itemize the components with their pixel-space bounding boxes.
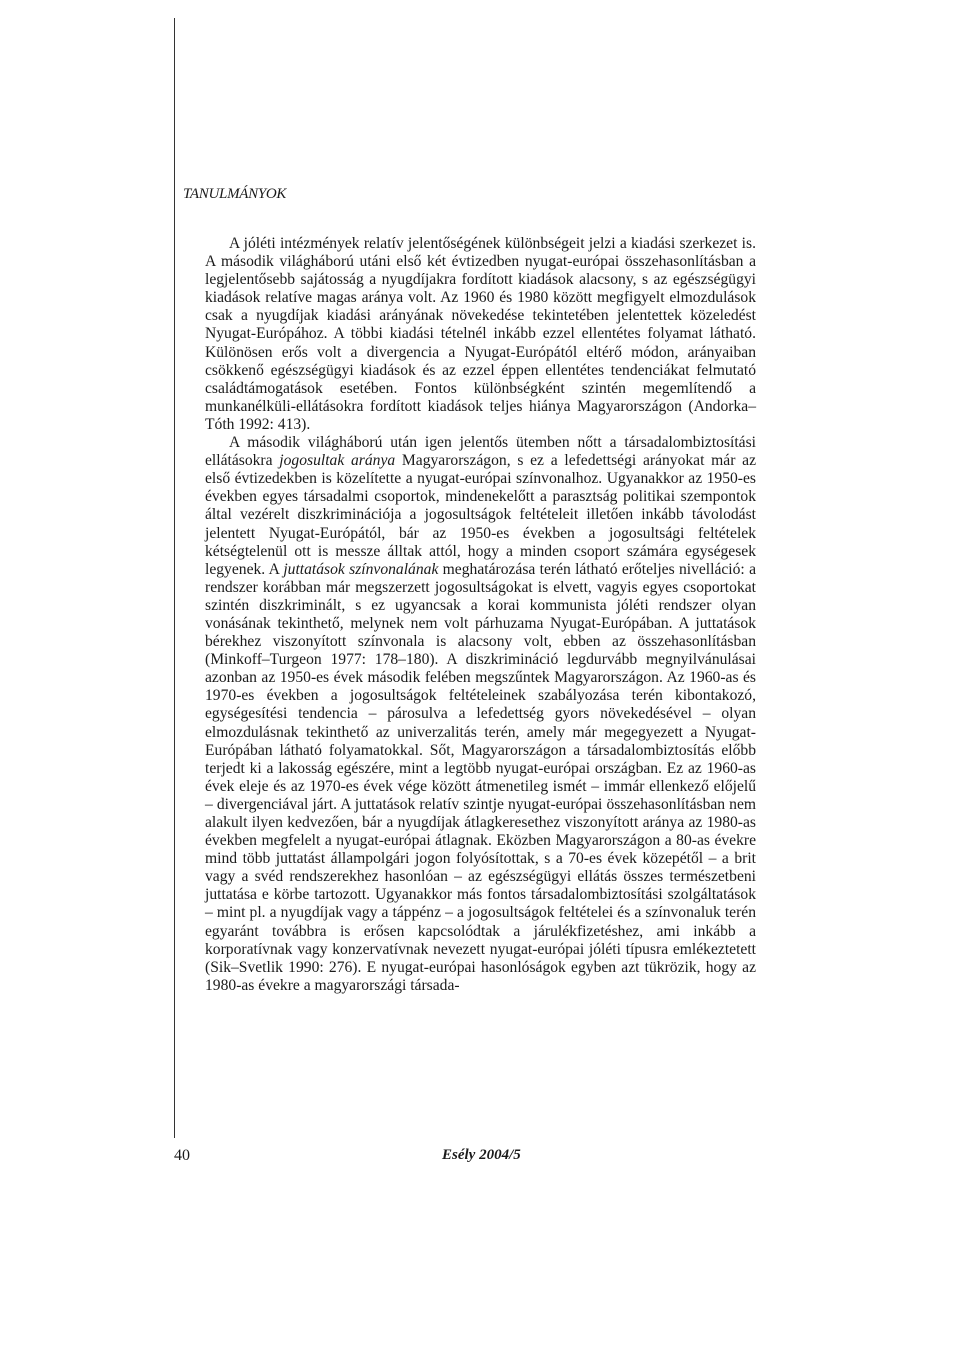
margin-rule [174,18,175,1138]
section-label: TANULMÁNYOK [183,186,287,202]
paragraph [205,434,756,995]
text-run: A jóléti intézmények relatív jelentőségének különbségeit jelzi a kiadási szerkezet is. A második világháború utáni első két évtizedben nyugat-európai összehasonlításban a legjelentősebb sajátosság a nyugdíjakra fordított kiadások alacsony, s az egészségügyi kiadások relatíve magas aránya volt. Az 1960 és 1980 között megfigyelt elmozdulások csak a nyugdíjak kiadási arányának növekedése tekintetében jelentettek közeledést Nyugat-Európához. A többi kiadási tételnél inkább ezzel ellentétes folyamat látható. Különösen erős volt a divergencia a Nyugat-Európától eltérő módon, arányaiban csökkenő egészségügyi kiadások és az ezzel éppen ellentétes tendenciákat felmutató családtámogatások esetében. Fontos különbségként szintén megemlítendő a munkanélküli-ellátásokra fordított kiadások teljes hiánya Magyarországon (Andorka–Tóth 1992: 413). [205,235,756,433]
paragraph [205,235,756,434]
journal-issue: Esély 2004/5 [442,1147,521,1163]
article-body [205,235,756,995]
text-run: A második világháború után igen jelentős ütemben nőtt a társadalombiztosítási ellátásokra [205,434,756,470]
italic-phrase: jogosultak aránya [279,452,396,470]
italic-phrase: juttatások színvonalának [283,560,439,578]
text-run: Magyarországon, s ez a lefedettségi arányokat már az első évtizedekben is közelítette a nyugat-európai színvonalhoz. Ugyanakkor az 1950-es években egyes társadalmi csoportok, mindenekelőtt a parasztság politikai szempontok által vezérelt diszkriminációja a jogosultságok feltételeit illetően inkább távolodást jelentett Nyugat-Európától, bár az 1950-es években a jogosultsági feltételek kétségtelenül ott is messze álltak attól, hogy a minden csoport számára egységesek legyenek. A [205,452,756,578]
page-number: 40 [174,1147,190,1164]
text-run: meghatározása terén látható erőteljes nivelláció: a rendszer korábban már megszerzett jogosultságokat is elvett, vagyis egyes csoportokat szintén diszkriminált, s ez ugyancsak a korai kommunista jóléti rendszer olyan vonásának tekinthető, melynek nem volt párhuzama Nyugat-Európában. A juttatások bérekhez viszonyított színvonala is alacsony volt, ebben az összehasonlításban (Minkoff–Turgeon 1977: 178–180). A diszkrimináció legdurvább megnyilvánulásai azonban az 1950-es évek második felében megszűntek Magyarországon. Az 1960-as és 1970-es években a jogosultságok feltételeinek szabályozása terén kibontakozó, egységesítési tendencia – párosulva a lefedettség gyors növekedésével – olyan elmozdulásnak tekinthető az univerzalitás terén, amely már megegyezett a Nyugat-Európában látható folyamatokkal. Sőt, Magyarországon a társadalombiztosítás előbb terjedt ki a lakosság egészére, mint a legtöbb nyugat-európai országban. Ez az 1960-as évek eleje és az 1970-es évek vége között átmenetileg ismét – immár ellenkező előjelű – divergenciával járt. A juttatások relatív szintje nyugat-európai összehasonlításban nem alakult ilyen kedvezően, bár a nyugdíjak átlagkeresethez viszonyított aránya az 1980-as években megfelelt a nyugat-európai átlagnak. Eközben Magyarországon a 80-as évekre mind több juttatást állampolgári jogon folyósítottak, s a 70-es évek közepétől – a brit vagy a svéd rendszerekhez hasonlóan – az egészségügyi ellátás összes természetbeni juttatása e körbe tartozott. Ugyanakkor más fontos társadalombiztosítási szolgáltatások – mint pl. a nyugdíjak vagy a táppénz – a jogosultságok feltételei és a színvonaluk terén egyaránt továbbra is erősen kapcsolódtak a járulékfizetéshez, ami inkább a korporatívnak vagy konzervatívnak nevezett nyugat-európai jóléti típusra emlékeztetett (Sik–Svetlik 1990: 276). E nyugat-európai hasonlóságok egyben azt tükrözik, hogy az 1980-as évekre a magyarországi társada- [205,560,756,994]
